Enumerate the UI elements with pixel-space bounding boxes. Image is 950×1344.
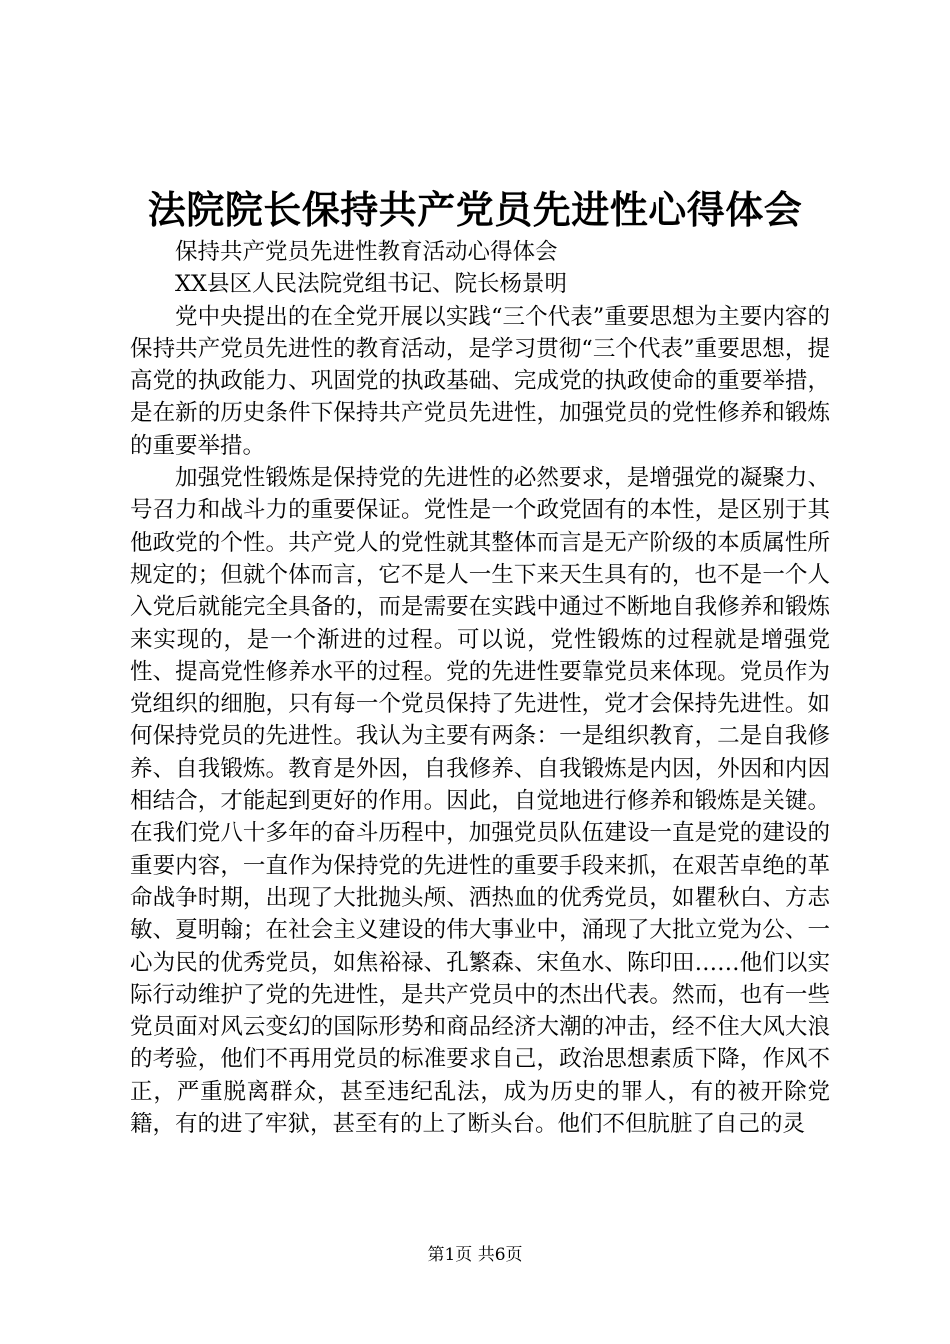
- page-number-footer: 第1页 共6页: [427, 1245, 523, 1265]
- document-body: [130, 236, 830, 1140]
- author-line: XX县区人民法院党组书记、院长杨景明: [175, 271, 568, 298]
- paragraph-1: 党中央提出的在全党开展以实践“三个代表”重要思想为主要内容的保持共产党员先进性的教育活动，是学习贯彻“三个代表”重要思想，提高党的执政能力、巩固党的执政基础、完成党的执政使命的重要举措，是在新的历史条件下保持共产党员先进性，加强党员的党性修养和锻炼的重要举措。: [130, 303, 830, 459]
- document-subtitle: 保持共产党员先进性教育活动心得体会: [175, 239, 558, 265]
- paragraph-2: 加强党性锻炼是保持党的先进性的必然要求，是增强党的凝聚力、号召力和战斗力的重要保证。党性是一个政党固有的本性，是区别于其他政党的个性。共产党人的党性就其整体而言是无产阶级的本质属性所规定的；但就个体而言，它不是人一生下来天生具有的，也不是一个人入党后就能完全具备的，而是需要在实践中通过不断地自我修养和锻炼来实现的，是一个渐进的过程。可以说，党性锻炼的过程就是增强党性、提高党性修养水平的过程。党的先进性要靠党员来体现。党员作为党组织的细胞，只有每一个党员保持了先进性，党才会保持先进性。如何保持党员的先进性。我认为主要有两条：一是组织教育，二是自我修养、自我锻炼。教育是外因，自我修养、自我锻炼是内因，外因和内因相结合，才能起到更好的作用。因此，自觉地进行修养和锻炼是关键。在我们党八十多年的奋斗历程中，加强党员队伍建设一直是党的建设的重要内容，一直作为保持党的先进性的重要手段来抓，在艰苦卓绝的革命战争时期，出现了大批抛头颅、洒热血的优秀党员，如瞿秋白、方志敏、夏明翰；在社会主义建设的伟大事业中，涌现了大批立党为公、一心为民的优秀党员，如焦裕禄、孔繁森、宋鱼水、陈印田……他们以实际行动维护了党的先进性，是共产党员中的杰出代表。然而，也有一些党员面对风云变幻的国际形势和商品经济大潮的冲击，经不住大风大浪的考验，他们不再用党员的标准要求自己，政治思想素质下降，作风不正，严重脱离群众，甚至违纪乱法，成为历史的罪人，有的被开除党籍，有的进了牢狱，甚至有的上了断头台。他们不但肮脏了自己的灵: [130, 465, 830, 1138]
- document-title: 法院院长保持共产党员先进性心得体会: [147, 187, 803, 232]
